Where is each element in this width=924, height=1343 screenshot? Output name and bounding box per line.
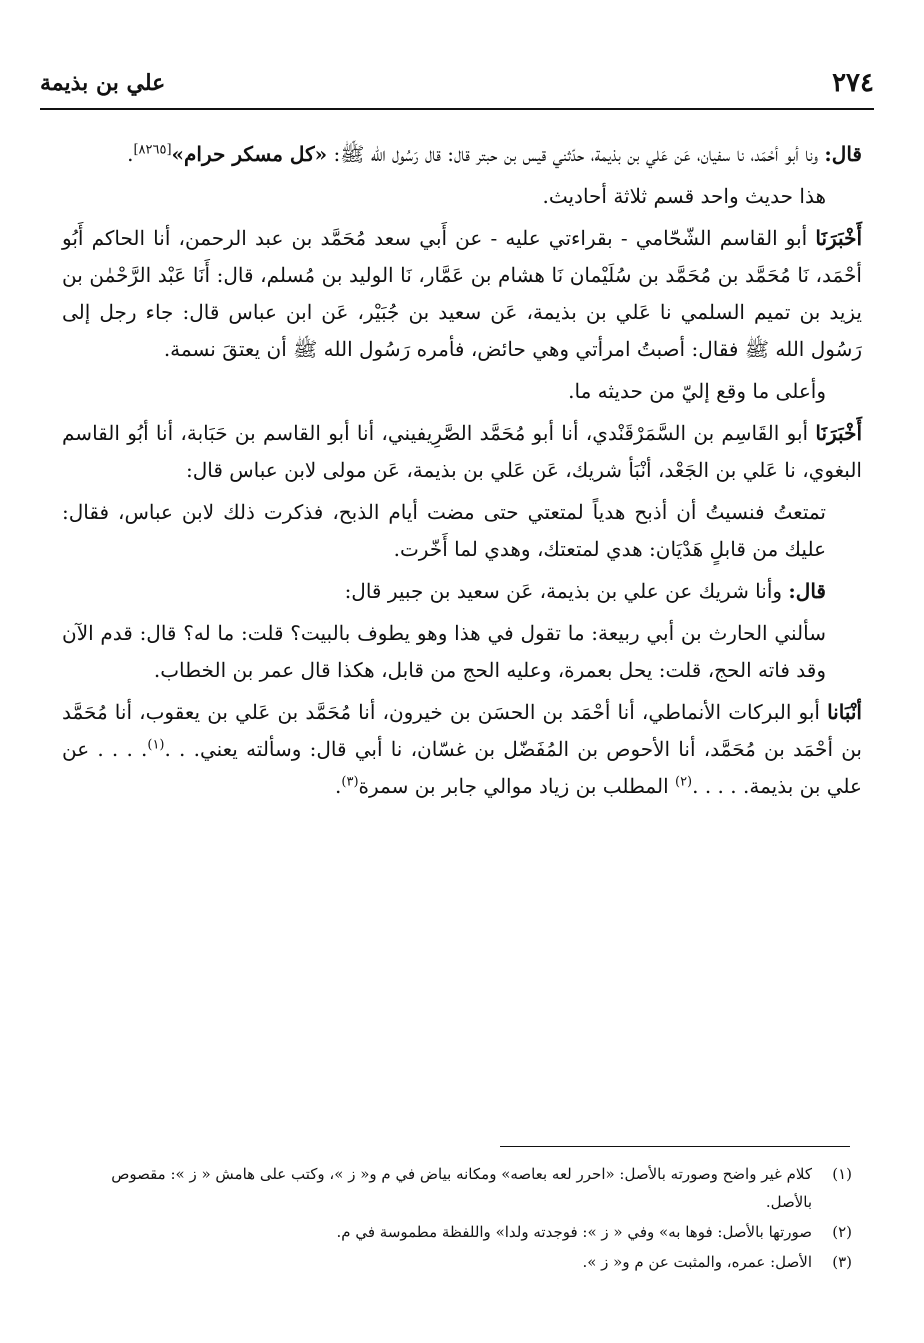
paragraph bbox=[62, 615, 862, 689]
paragraph-text: المطلب بن زياد موالي جابر بن سمرة bbox=[358, 774, 675, 798]
paragraph-text: أبو البركات الأنماطي، أنا أحْمَد بن الحسَن بن خيرون، أنا مُحَمَّد بن عَلي بن يعقوب، أنا مُحَمَّد بن أحْمَد بن مُحَمَّد، أنا الأحوص بن المُفَضّل بن غسّان، نا أبي قال: وسألته يعني. . . bbox=[62, 700, 862, 761]
paragraph-keyword: قال: bbox=[824, 142, 862, 166]
paragraph-keyword: قال: bbox=[788, 579, 826, 603]
paragraph-keyword: أَخْبَرَنَا bbox=[815, 226, 862, 250]
paragraph-text: سألني الحارث بن أبي ربيعة: ما تقول في هذا وهو يطوف بالبيت؟ قلت: ما له؟ قال: قدم الآن وقد فاته الحج، قلت: يحل بعمرة، وعليه الحج من قابل، هكذا قال عمر بن الخطاب. bbox=[62, 621, 826, 682]
paragraph-text: ونا أبو أحْمَد، نا سفيان، عَن عَلي بن بذيمة، حدّثني قيس بن حبتر قال: قال رَسُول الله ﷺ: bbox=[327, 142, 825, 166]
footnote-number: (٣) bbox=[832, 1253, 852, 1271]
footnote bbox=[62, 1160, 862, 1216]
footnote-text: كلام غير واضح وصورته بالأصل: «احرر لعه بعاصه» ومكانه بياض في م و« ز »، وكتب على هامش « ز »: مقصوص بالأصل. bbox=[111, 1165, 812, 1211]
paragraph-text: أبو القَاسِم بن السَّمَرْقَنْدي، أنا أبو مُحَمَّد الصَّرِيفيني، أنا أبو القاسم بن حَبَابة، أنا أبُو القاسم البغوي، نا عَلي بن الجَعْد، أنْبَأ شريك، عَن عَلي بن بذيمة، عَن مولى لابن عباس قال: bbox=[62, 421, 862, 482]
paragraph bbox=[62, 573, 862, 610]
footnote-ref: (٢) bbox=[674, 774, 693, 790]
paragraph-text: . . . . عن علي بن بذيمة. . . . . bbox=[62, 737, 862, 798]
footnote-rule bbox=[500, 1146, 850, 1147]
paragraph-keyword: أَخْبَرَنَا bbox=[815, 421, 862, 445]
page-number: ٢٧٤ bbox=[832, 68, 874, 98]
footnote-ref: (٣) bbox=[341, 774, 359, 790]
paragraph-end: . bbox=[127, 142, 134, 166]
paragraph-text: هذا حديث واحد قسم ثلاثة أحاديث. bbox=[542, 184, 826, 208]
paragraph-text: أبو القاسم الشّحّامي - بقراءتي عليه - عن أَبي سعد مُحَمَّد بن عبد الرحمن، أنا الحاكم أَبُو أحْمَد، نَا مُحَمَّد بن مُحَمَّد بن سُلَيْمان نَا هشام بن عَمَّار، نَا الوليد بن مُسلم، قال: أَنَا عَبْد الرَّحْمٰن بن يزيد بن تميم السلمي نا عَلي بن بذيمة، عَن سعيد بن جُبَيْر، عَن ابن عباس قال: جاء رجل إلى رَسُول الله ﷺ فقال: أصبتُ امرأتي وهي حائض، فأمره رَسُول الله ﷺ أن يعتقَ نسمة. bbox=[62, 226, 862, 361]
footnote-number: (٢) bbox=[832, 1223, 852, 1241]
paragraph bbox=[62, 136, 862, 173]
footnote bbox=[62, 1218, 862, 1246]
paragraph bbox=[62, 494, 862, 568]
hadith-quote: «كل مسكر حرام» bbox=[171, 142, 328, 166]
footnote-text: صورتها بالأصل: فوها به» وفي « ز »: فوجدته ولدا» واللفظة مطموسة في م. bbox=[336, 1223, 812, 1241]
footnote bbox=[62, 1248, 862, 1276]
running-title: علي بن بذيمة bbox=[40, 70, 166, 96]
footnote-ref: (١) bbox=[147, 737, 165, 753]
footnote-number: (١) bbox=[832, 1165, 852, 1183]
footnotes bbox=[62, 1160, 862, 1278]
paragraph-text: تمتعتُ فنسيتُ أن أذبح هدياً لمتعتي حتى مضت أيام الذبح، فذكرت ذلك لابن عباس، فقال: عليك من قابلٍ هَدْيَان: هدي لمتعتك، وهدي لما أَخّرت. bbox=[62, 500, 826, 561]
paragraph-text: وأنا شريك عن علي بن بذيمة، عَن سعيد بن جبير قال: bbox=[344, 579, 789, 603]
main-text bbox=[62, 136, 862, 810]
paragraph bbox=[62, 415, 862, 489]
paragraph-end: . bbox=[335, 774, 342, 798]
footnote-text: الأصل: عمره، والمثبت عن م و« ز ». bbox=[582, 1253, 812, 1271]
page-header bbox=[40, 68, 874, 102]
paragraph bbox=[62, 220, 862, 368]
paragraph-keyword: أنْبَانا bbox=[827, 700, 862, 724]
paragraph-text: وأعلى ما وقع إليّ من حديثه ما. bbox=[568, 379, 826, 403]
paragraph bbox=[62, 373, 862, 410]
header-rule bbox=[40, 108, 874, 110]
paragraph bbox=[62, 694, 862, 805]
hadith-number: [٨٢٦٥] bbox=[133, 142, 172, 158]
paragraph bbox=[62, 178, 862, 215]
